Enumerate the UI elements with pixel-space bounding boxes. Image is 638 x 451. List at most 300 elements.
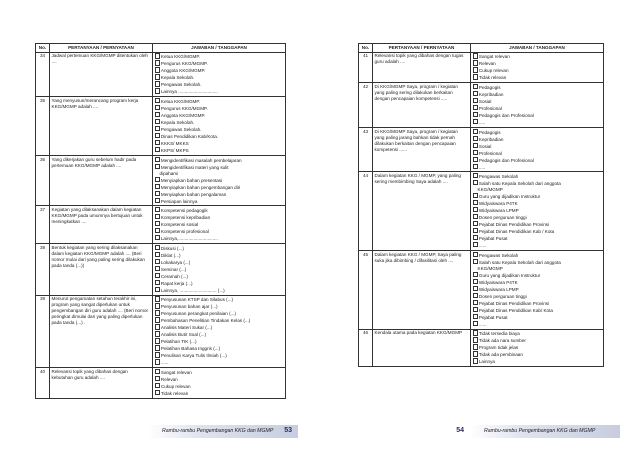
- answer-option-label: Analisis Materi Sukar (...): [160, 325, 213, 331]
- checkbox-icon[interactable]: [473, 119, 478, 124]
- answer-option[interactable]: [155, 105, 284, 112]
- header-answer: JAWABAN / TANGGAPAN: [153, 44, 286, 53]
- checkbox-icon[interactable]: [155, 338, 160, 343]
- checkbox-icon[interactable]: [155, 266, 160, 271]
- answer-option-label: Pengawas Sekolah.: [160, 126, 202, 132]
- checkbox-icon[interactable]: [155, 140, 160, 145]
- answer-option[interactable]: [155, 214, 284, 221]
- answer-option[interactable]: [473, 337, 602, 344]
- answer-option[interactable]: [155, 235, 284, 242]
- answer-option[interactable]: [473, 157, 602, 164]
- answer-option-label: KKKS/ MKKS: [160, 140, 189, 146]
- answer-option-label: Lainnya: [478, 359, 495, 365]
- question-text: Relevansi topik yang dibahas dengan kebutuhan guru adalah ....: [50, 368, 153, 399]
- answer-option[interactable]: [155, 324, 284, 331]
- checkbox-icon[interactable]: [155, 296, 160, 301]
- answer-option[interactable]: [473, 173, 602, 180]
- question-text: Dalam kegiatan KKG / MGMP, yang paling sering membimbing Saya adalah ....: [373, 172, 471, 251]
- answer-option-label: Lainnya ...............................: [160, 89, 218, 95]
- checkbox-icon[interactable]: [155, 81, 160, 86]
- checkbox-icon[interactable]: [473, 300, 478, 305]
- checkbox-icon[interactable]: [155, 345, 160, 350]
- answer-option[interactable]: [473, 242, 602, 249]
- answer-option-label: Sosial: [478, 143, 492, 149]
- answer-options: [471, 172, 604, 251]
- answer-option[interactable]: [473, 358, 602, 365]
- answer-option[interactable]: [473, 272, 602, 279]
- question-text: Di KKG/MGMP Saya, program / kegiatan yang paling jarang bahkan tidak pernah dilakukan berkaitan dengan pencapaian kompetensi ......: [373, 127, 471, 172]
- answer-option-label: Dinas Pendidikan Kab/Kota.: [160, 133, 219, 139]
- answer-option-label: Pengurus KKG/MGMP.: [160, 105, 208, 111]
- answer-option[interactable]: [473, 221, 602, 228]
- question-number: 46: [359, 329, 373, 367]
- answer-option[interactable]: [473, 164, 602, 171]
- answer-option[interactable]: [155, 157, 284, 164]
- checkbox-icon[interactable]: [155, 191, 160, 196]
- answer-option[interactable]: [473, 330, 602, 337]
- question-number: 40: [36, 368, 50, 399]
- answer-option-label: Tidak tersedia biaya: [478, 331, 520, 337]
- answer-option[interactable]: [155, 280, 284, 287]
- answer-option-label: Pelatihan Bahasa Inggris (...): [160, 346, 221, 352]
- question-row: [36, 368, 286, 399]
- checkbox-icon[interactable]: [473, 84, 478, 89]
- checkbox-icon[interactable]: [155, 105, 160, 110]
- checkbox-icon[interactable]: [155, 331, 160, 336]
- checkbox-icon[interactable]: [473, 330, 478, 335]
- answer-options: [153, 97, 286, 156]
- question-row: [359, 172, 604, 251]
- answer-option[interactable]: [155, 191, 284, 198]
- checkbox-icon[interactable]: [155, 369, 160, 374]
- answer-option-label: Salah satu Kepala Sekolah dari anggota: [478, 181, 561, 187]
- answer-option-label: Pejabat Dinas Pendidikan Provinsi: [478, 300, 550, 306]
- question-row: [36, 243, 286, 295]
- answer-option-label: ......: [478, 243, 487, 249]
- checkbox-icon[interactable]: [155, 310, 160, 315]
- answer-option[interactable]: [473, 286, 602, 293]
- answer-option-label: Pedagogis: [478, 84, 501, 90]
- question-row: [36, 155, 286, 206]
- answer-option[interactable]: [155, 352, 284, 359]
- answer-option[interactable]: [473, 119, 602, 126]
- answer-option-label: Menyiapkan bahan pengembangan diri: [160, 184, 241, 190]
- answer-option[interactable]: [155, 310, 284, 317]
- question-number: 41: [359, 52, 373, 83]
- answer-option[interactable]: [155, 303, 284, 310]
- answer-option-label: Pengurus KKG/MGMP.: [160, 61, 208, 67]
- answer-option-label: Tidak relevan: [478, 75, 507, 81]
- answer-option-label: ......: [160, 360, 169, 366]
- checkbox-icon[interactable]: [155, 352, 160, 357]
- checkbox-icon[interactable]: [155, 147, 160, 152]
- answer-option[interactable]: [155, 207, 284, 214]
- question-text: Di KKG/MGMP Saya, program / kegiatan yang paling sering dilakukan berkaitan dengan pencapaian kompetensi .....: [373, 83, 471, 128]
- answer-option-label: Kompetensi pedagogik: [160, 208, 208, 214]
- question-number: 36: [36, 155, 50, 206]
- checkbox-icon[interactable]: [155, 390, 160, 395]
- answer-option[interactable]: [155, 67, 284, 74]
- answer-option[interactable]: [155, 74, 284, 81]
- checkbox-icon[interactable]: [155, 259, 160, 264]
- checkbox-icon[interactable]: [473, 105, 478, 110]
- header-answer: JAWABAN / TANGGAPAN: [471, 44, 604, 53]
- answer-option[interactable]: [473, 344, 602, 351]
- question-row: [359, 329, 604, 367]
- answer-option[interactable]: [473, 351, 602, 358]
- checkbox-icon[interactable]: [155, 324, 160, 329]
- answer-option[interactable]: [473, 259, 602, 266]
- answer-options: [471, 52, 604, 83]
- checkbox-icon[interactable]: [473, 307, 478, 312]
- checkbox-icon[interactable]: [155, 184, 160, 189]
- checkbox-icon[interactable]: [155, 198, 160, 203]
- checkbox-icon[interactable]: [473, 344, 478, 349]
- checkbox-icon[interactable]: [473, 91, 478, 96]
- question-row: [359, 83, 604, 128]
- answer-option[interactable]: [473, 193, 602, 200]
- answer-options: [153, 243, 286, 295]
- answer-option-label: Pengawas Sekolah: [478, 174, 519, 180]
- checkbox-icon[interactable]: [155, 245, 160, 250]
- checkbox-icon[interactable]: [155, 207, 160, 212]
- answer-option-label: Rapat kerja (...): [160, 280, 193, 286]
- answer-option[interactable]: [473, 300, 602, 307]
- question-number: 44: [359, 172, 373, 251]
- question-number: 42: [359, 83, 373, 128]
- answer-option[interactable]: [473, 321, 602, 328]
- checkbox-icon[interactable]: [155, 280, 160, 285]
- answer-option-label: Diklat (...): [160, 252, 181, 258]
- checkbox-icon[interactable]: [155, 60, 160, 65]
- checkbox-icon[interactable]: [155, 317, 160, 322]
- checkbox-icon[interactable]: [473, 200, 478, 205]
- answer-option[interactable]: [473, 136, 602, 143]
- answer-option[interactable]: [155, 390, 284, 397]
- question-text: Bentuk kegiatan yang sering dilaksanakan dalam kegiatan KKG/MGMP adalah .... (Beri nomor mulai dari yang paling sering dilakukan pada tanda (...)): [50, 243, 153, 295]
- answer-option[interactable]: [155, 221, 284, 228]
- answer-option[interactable]: [155, 177, 284, 184]
- checkbox-icon[interactable]: [473, 98, 478, 103]
- answer-option-label: Relevan: [160, 376, 178, 382]
- question-text: Relevansi topik yang dibahas dengan tugas guru adalah ....: [373, 52, 471, 83]
- answer-option-label: Anggota KKG/MGMP.: [160, 112, 206, 118]
- answer-option-label: Salah satu Kepala Sekolah dari anggota: [478, 259, 561, 265]
- checkbox-icon[interactable]: [473, 60, 478, 65]
- checkbox-icon[interactable]: [473, 112, 478, 117]
- answer-option-label: Menyiapkan bahan pengalaman: [160, 191, 227, 197]
- answer-option[interactable]: [155, 359, 284, 366]
- questionnaire-table-right: [358, 43, 604, 367]
- answer-option[interactable]: [155, 140, 284, 147]
- checkbox-icon[interactable]: [155, 273, 160, 278]
- answer-option[interactable]: [473, 98, 602, 105]
- answer-option[interactable]: [155, 198, 284, 205]
- answer-options: [471, 329, 604, 367]
- answer-option[interactable]: [473, 252, 602, 259]
- answer-option[interactable]: [473, 129, 602, 136]
- checkbox-icon[interactable]: [473, 293, 478, 298]
- answer-option-label: Guru yang dijadikan Instruktur: [478, 194, 541, 200]
- answer-option-label: Widyaiswara LPMP: [478, 286, 519, 292]
- answer-option[interactable]: [473, 293, 602, 300]
- checkbox-icon[interactable]: [473, 228, 478, 233]
- answer-option[interactable]: [473, 200, 602, 207]
- answer-option[interactable]: [155, 369, 284, 376]
- checkbox-icon[interactable]: [473, 314, 478, 319]
- answer-option-label: Kepribadian: [478, 136, 504, 142]
- answer-option[interactable]: [473, 314, 602, 321]
- checkbox-icon[interactable]: [473, 259, 478, 264]
- answer-option[interactable]: [155, 296, 284, 303]
- answer-option-label: Penulisan Karya Tulis Ilmiah (...): [160, 353, 227, 359]
- answer-option[interactable]: [155, 331, 284, 338]
- answer-option[interactable]: [155, 133, 284, 140]
- answer-option-label: Relevan: [478, 61, 496, 67]
- answer-option-label: Pejabat Pusat: [478, 236, 508, 242]
- answer-option-label: Pejabat Dinas Pendidikan Kab / Kota: [478, 229, 555, 235]
- checkbox-icon[interactable]: [155, 221, 160, 226]
- checkbox-icon[interactable]: [473, 286, 478, 291]
- answer-option[interactable]: [155, 228, 284, 235]
- answer-option-label: Pembahasan Penelitian Tindakan Kelas (...): [160, 318, 251, 324]
- checkbox-icon[interactable]: [473, 337, 478, 342]
- answer-option-label: Ketua KKG/MGMP.: [160, 54, 201, 60]
- checkbox-icon[interactable]: [473, 358, 478, 363]
- answer-option-label: ......: [478, 321, 487, 327]
- answer-options: [153, 155, 286, 206]
- answer-option[interactable]: [473, 84, 602, 91]
- answer-option-label: Cukup relevan: [160, 383, 191, 389]
- question-number: 35: [36, 97, 50, 156]
- question-number: 38: [36, 243, 50, 295]
- answer-option[interactable]: [155, 164, 284, 171]
- answer-option-label: Mengidentifikasi masalah pembelajaran: [160, 157, 242, 163]
- answer-option-label: Lainnya,...............................: [160, 236, 218, 242]
- answer-option-label: .....: [478, 164, 486, 170]
- answer-option[interactable]: [155, 317, 284, 324]
- checkbox-icon[interactable]: [155, 359, 160, 364]
- answer-option[interactable]: [155, 81, 284, 88]
- answer-option[interactable]: [473, 105, 602, 112]
- checkbox-icon[interactable]: [155, 67, 160, 72]
- checkbox-icon[interactable]: [155, 88, 160, 93]
- checkbox-icon[interactable]: [155, 177, 160, 182]
- answer-option-label: Widyaiswara P4TK: [478, 201, 518, 207]
- checkbox-icon[interactable]: [155, 119, 160, 124]
- answer-option-label: Mengidentifikasi materi yang sulit: [160, 164, 229, 170]
- answer-option-label: Dosen perguruan tinggi: [478, 215, 527, 221]
- answer-option-label: Kepribadian: [478, 91, 504, 97]
- answer-option[interactable]: [473, 235, 602, 242]
- answer-option[interactable]: [155, 287, 284, 294]
- question-text: Yang menyusun/merancang program kerja KKG/MGMP adalah ....: [50, 97, 153, 156]
- answer-option-label: Penyusunan bahan ajar (...): [160, 304, 218, 310]
- checkbox-icon[interactable]: [155, 214, 160, 219]
- answer-option-label: Penyusunan perangkat penilaian (...): [160, 311, 236, 317]
- checkbox-icon[interactable]: [473, 180, 478, 185]
- answer-options: [471, 83, 604, 128]
- answer-option[interactable]: [473, 307, 602, 314]
- answer-option[interactable]: [155, 345, 284, 352]
- answer-option[interactable]: [473, 112, 602, 119]
- checkbox-icon[interactable]: [155, 53, 160, 58]
- answer-option[interactable]: [155, 184, 284, 191]
- answer-option[interactable]: [155, 60, 284, 67]
- answer-option[interactable]: [155, 259, 284, 266]
- right-page: [319, 0, 638, 451]
- table-header-row: [36, 44, 286, 53]
- header-no: No.: [359, 44, 373, 53]
- page-number: 53: [284, 427, 292, 434]
- checkbox-icon[interactable]: [473, 136, 478, 141]
- answer-option-label: Kepala Sekolah.: [160, 119, 195, 125]
- answer-option-label: Pedagogis: [478, 129, 501, 135]
- answer-option[interactable]: [473, 67, 602, 74]
- table-header-row: [359, 44, 604, 53]
- answer-option[interactable]: [473, 60, 602, 67]
- answer-option-label: KKG/MGMP: [477, 265, 503, 271]
- answer-option[interactable]: [155, 119, 284, 126]
- checkbox-icon[interactable]: [473, 207, 478, 212]
- answer-option-label: dipahami: [159, 170, 179, 176]
- checkbox-icon[interactable]: [473, 193, 478, 198]
- checkbox-icon[interactable]: [473, 214, 478, 219]
- checkbox-icon[interactable]: [473, 252, 478, 257]
- footer-title: Rambu-rambu Pengembangan KKG dan MGMP: [162, 427, 274, 434]
- answer-option[interactable]: [473, 150, 602, 157]
- answer-option[interactable]: [155, 252, 284, 259]
- answer-option[interactable]: [155, 266, 284, 273]
- answer-option-label: Sangat relevan: [160, 369, 192, 375]
- checkbox-icon[interactable]: [473, 235, 478, 240]
- answer-option-label: Kompetensi kepribadian: [160, 215, 211, 221]
- checkbox-icon[interactable]: [473, 173, 478, 178]
- checkbox-icon[interactable]: [155, 157, 160, 162]
- checkbox-icon[interactable]: [473, 242, 478, 247]
- answer-option[interactable]: [155, 98, 284, 105]
- checkbox-icon[interactable]: [155, 303, 160, 308]
- questionnaire-table-left: [35, 43, 286, 399]
- answer-option-label: Anggota KKG/MGMP.: [160, 68, 206, 74]
- answer-option-label: Profesional: [478, 105, 502, 111]
- answer-option[interactable]: [155, 112, 284, 119]
- answer-option[interactable]: [473, 207, 602, 214]
- answer-option-label: Pengawas Sekolah.: [160, 82, 202, 88]
- question-number: 43: [359, 127, 373, 172]
- checkbox-icon[interactable]: [155, 287, 160, 292]
- question-text: Kendala utama pada kegiatan KKG/MGMP: [373, 329, 471, 367]
- question-text: Yang dikerjakan guru sebelum hadir pada pertemuan KKG/MGMP adalah ....: [50, 155, 153, 206]
- answer-option-label: Lainnya, ............................. (...): [160, 287, 225, 293]
- header-question: PERTANYAAN / PERNYATAAN: [373, 44, 471, 53]
- answer-option-label: Widyaiswara P4TK: [478, 279, 518, 285]
- question-row: [36, 52, 286, 97]
- answer-option-label: KKPS/ MKPS: [160, 147, 189, 153]
- answer-option[interactable]: [473, 74, 602, 81]
- checkbox-icon[interactable]: [473, 221, 478, 226]
- question-row: [36, 97, 286, 156]
- header-question: PERTANYAAN / PERNYATAAN: [50, 44, 153, 53]
- checkbox-icon[interactable]: [473, 279, 478, 284]
- checkbox-icon[interactable]: [155, 98, 160, 103]
- answer-option[interactable]: [473, 143, 602, 150]
- answer-option-label: Kepala Sekolah.: [160, 75, 195, 81]
- answer-option-label: Ketua KKG/MGMP.: [160, 98, 201, 104]
- answer-option-label: Guru yang dijadikan Instruktur: [478, 272, 541, 278]
- answer-option[interactable]: [155, 147, 284, 154]
- answer-option-label: Dosen perguruan tinggi: [478, 293, 527, 299]
- checkbox-icon[interactable]: [473, 150, 478, 155]
- answer-options: [153, 52, 286, 97]
- answer-options: [153, 206, 286, 244]
- page-number: 54: [456, 427, 464, 434]
- checkbox-icon[interactable]: [473, 129, 478, 134]
- checkbox-icon[interactable]: [473, 351, 478, 356]
- checkbox-icon[interactable]: [155, 228, 160, 233]
- checkbox-icon[interactable]: [155, 133, 160, 138]
- answer-option-label: KKG/MGMP: [477, 187, 503, 193]
- answer-option-label: Seminar (...): [160, 266, 187, 272]
- checkbox-icon[interactable]: [473, 67, 478, 72]
- answer-option[interactable]: [473, 91, 602, 98]
- answer-option[interactable]: [155, 383, 284, 390]
- question-text: Menurut pengamatan setahun terakhir ini, program yang sangat diperlukan untuk pengembangan diri guru adalah .... (Beri nomor peringkat dimulai dari yang paling diperlukan pada tanda (...) .: [50, 295, 153, 368]
- checkbox-icon[interactable]: [473, 272, 478, 277]
- answer-option-label: Ceramah (...): [160, 273, 188, 279]
- answer-option[interactable]: [473, 214, 602, 221]
- answer-option-label: Persiapan lainnya: [160, 198, 198, 204]
- answer-option-label: Pengawas Sekolah: [478, 252, 519, 258]
- question-text: Kegiatan yang dilaksanakan dalam kegiatan KKG/MGMP pada umumnya bertujuan untuk meningkatkan ....: [50, 206, 153, 244]
- checkbox-icon[interactable]: [155, 376, 160, 381]
- question-row: [359, 52, 604, 83]
- answer-option-label: Diskusi (...): [160, 245, 184, 251]
- question-number: 34: [36, 52, 50, 97]
- question-row: [36, 206, 286, 244]
- checkbox-icon[interactable]: [473, 321, 478, 326]
- answer-option-label: Pedagogis dan Profesional: [478, 112, 534, 118]
- checkbox-icon[interactable]: [155, 252, 160, 257]
- checkbox-icon[interactable]: [473, 53, 478, 58]
- question-row: [36, 295, 286, 368]
- checkbox-icon[interactable]: [155, 164, 160, 169]
- answer-option[interactable]: [155, 245, 284, 252]
- answer-option[interactable]: [155, 126, 284, 133]
- answer-option-label: Cukup relevan: [478, 68, 509, 74]
- answer-option[interactable]: [473, 228, 602, 235]
- checkbox-icon[interactable]: [473, 74, 478, 79]
- answer-option[interactable]: [473, 53, 602, 60]
- answer-option[interactable]: [473, 279, 602, 286]
- checkbox-icon[interactable]: [473, 164, 478, 169]
- answer-option[interactable]: [155, 338, 284, 345]
- answer-option[interactable]: [155, 273, 284, 280]
- answer-option[interactable]: [155, 88, 284, 95]
- checkbox-icon[interactable]: [473, 143, 478, 148]
- checkbox-icon[interactable]: [155, 74, 160, 79]
- checkbox-icon[interactable]: [155, 383, 160, 388]
- checkbox-icon[interactable]: [155, 112, 160, 117]
- answer-option-label: Pedagogis dan Profesional: [478, 157, 534, 163]
- checkbox-icon[interactable]: [473, 157, 478, 162]
- checkbox-icon[interactable]: [155, 235, 160, 240]
- question-number: 37: [36, 206, 50, 244]
- answer-option[interactable]: [155, 53, 284, 60]
- answer-option[interactable]: [473, 180, 602, 187]
- checkbox-icon[interactable]: [155, 126, 160, 131]
- answer-option[interactable]: [155, 376, 284, 383]
